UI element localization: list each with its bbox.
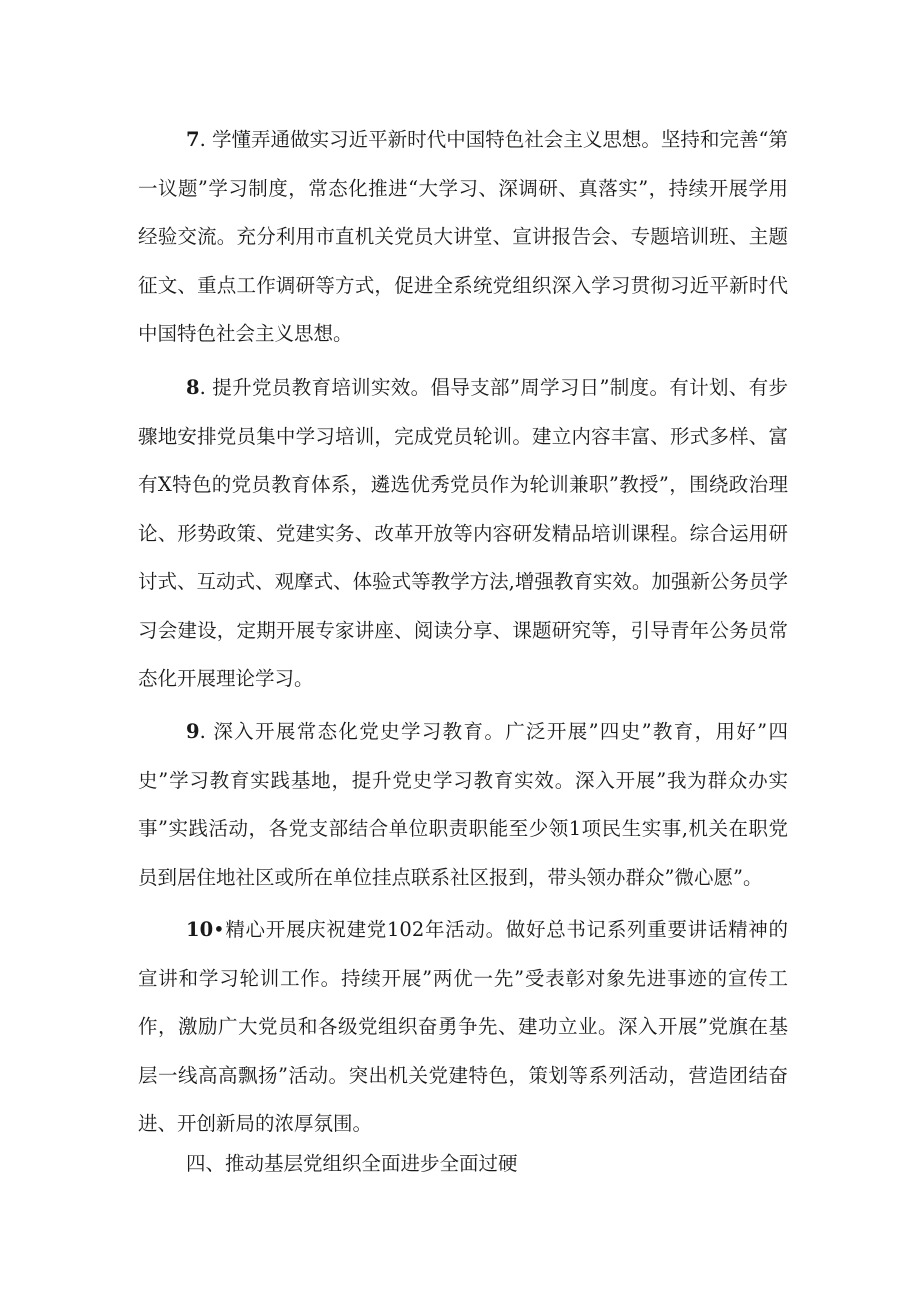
paragraph-9 (138, 708, 788, 902)
paragraph-8 (138, 364, 788, 704)
paragraph-text: •精心开展庆祝建党102年活动。做好总书记系列重要讲话精神的宣讲和学习轮训工作。持续开展”两优一先”受表彰对象先进事迹的宣传工作，激励广大党员和各级党组织奋勇争先、建功立业。深入开展”党旗在基层一线高高飘扬”活动。突出机关党建特色，策划等系列活动，营造团结奋进、开创新局的浓厚氛围。 (138, 918, 788, 1135)
paragraph-text: . 深入开展常态化党史学习教育。广泛开展”四史”教育，用好”四史”学习教育实践基地，提升党史学习教育实效。深入开展”我为群众办实事”实践活动，各党支部结合单位职责职能至少领1项民生实事,机关在职党员到居住地社区或所在单位挂点联系社区报到，带头领办群众”微心愿”。 (138, 720, 788, 889)
item-number: 10 (186, 918, 214, 941)
paragraph-text: . 学懂弄通做实习近平新时代中国特色社会主义思想。坚持和完善“第一议题”学习制度，常态化推进“大学习、深调研、真落实”，持续开展学用经验交流。充分利用市直机关党员大讲堂、宣讲报告会、专题培训班、主题征文、重点工作调研等方式，促进全系统党组织深入学习贯彻习近平新时代中国特色社会主义思想。 (138, 128, 788, 345)
paragraph-7 (138, 116, 788, 359)
paragraph-text: . 提升党员教育培训实效。倡导支部”周学习日”制度。有计划、有步骤地安排党员集中学习培训，完成党员轮训。建立内容丰富、形式多样、富有X特色的党员教育体系，遴选优秀党员作为轮训兼职”教授”，围绕政治理论、形势政策、党建实务、改革开放等内容研发精品培训课程。综合运用研讨式、互动式、观摩式、体验式等教学方法,增强教育实效。加强新公务员学习会建设，定期开展专家讲座、阅读分享、课题研究等，引导青年公务员常态化开展理论学习。 (138, 376, 788, 690)
paragraph-10 (138, 906, 788, 1149)
item-number: 7 (186, 128, 200, 151)
item-number: 8 (186, 376, 200, 399)
section-heading: 四、推动基层党组织全面进步全面过硬 (186, 1152, 518, 1175)
item-number: 9 (186, 720, 200, 743)
